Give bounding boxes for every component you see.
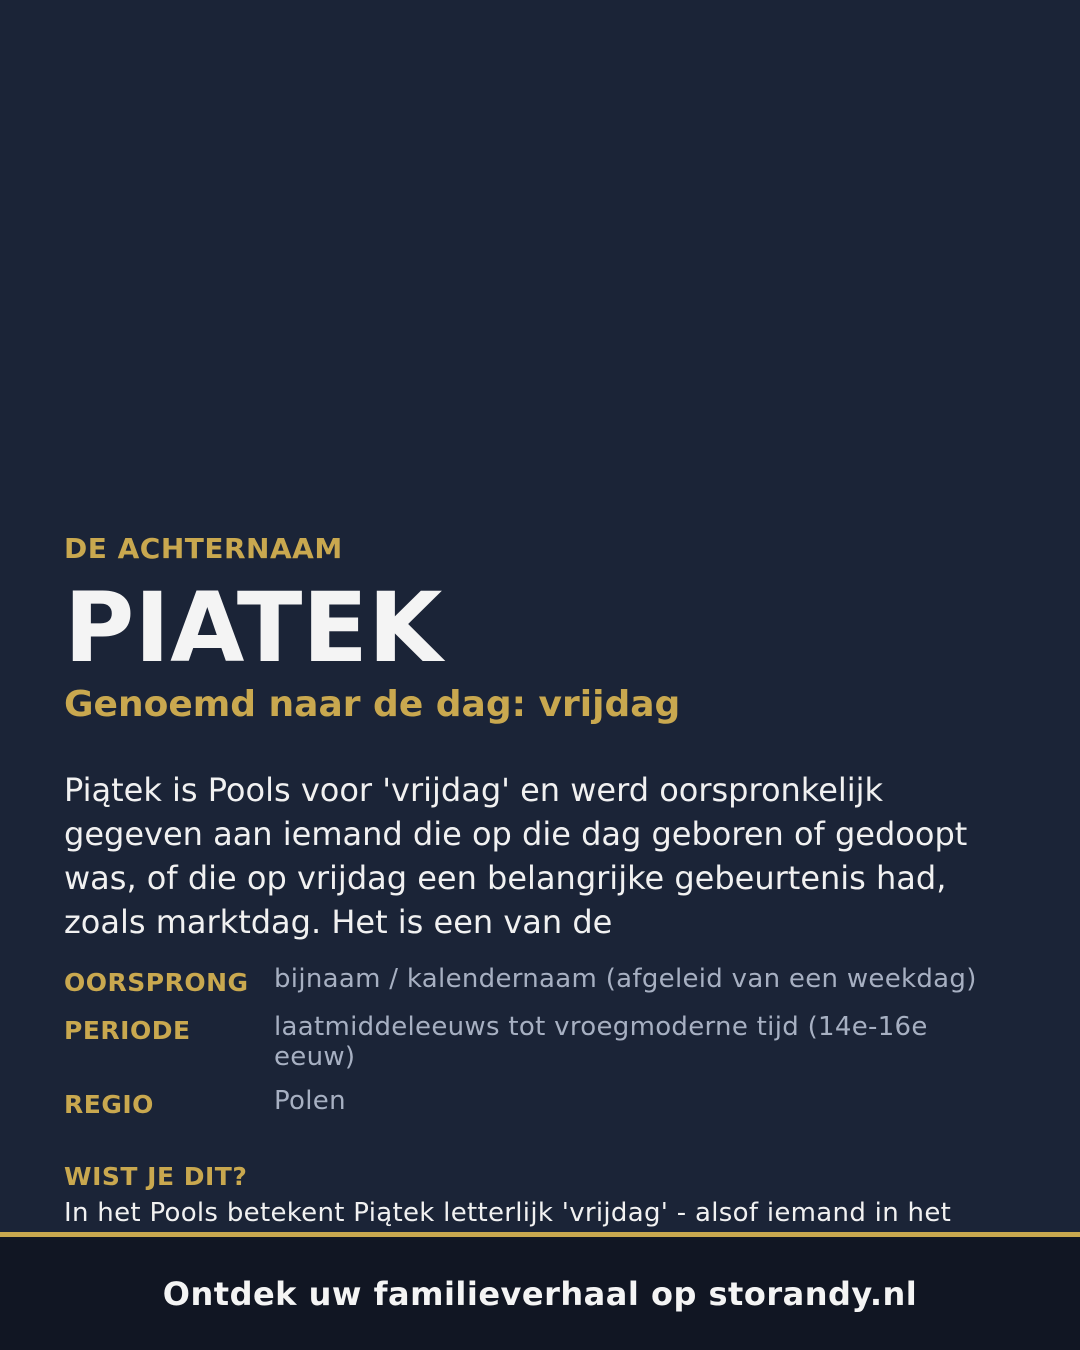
fact-row-region — [64, 1086, 1016, 1120]
fact-row-origin — [64, 964, 1016, 998]
eyebrow-label: DE ACHTERNAAM — [64, 532, 343, 565]
surname-title: PIATEK — [64, 572, 443, 684]
facts-list — [64, 964, 1016, 1134]
footer-banner — [0, 1232, 1080, 1350]
fact-label: PERIODE — [64, 1016, 191, 1045]
did-you-know-text: In het Pools betekent Piątek letterlijk 'vrijdag' - alsof iemand in het — [64, 1198, 952, 1228]
surname-description: Piątek is Pools voor 'vrijdag' en werd oorspronkelijk gegeven aan iemand die op die dag geboren of gedoopt was, of die op vrijdag een belangrijke gebeurtenis had, zoals marktdag. Het is een van de — [64, 771, 968, 941]
did-you-know-title: WIST JE DIT? — [64, 1162, 248, 1191]
fact-value: Polen — [274, 1086, 346, 1116]
fact-label: OORSPRONG — [64, 968, 249, 997]
fact-label: REGIO — [64, 1090, 154, 1119]
footer-cta: Ontdek uw familieverhaal op storandy.nl — [162, 1274, 918, 1313]
surname-subtitle: Genoemd naar de dag: vrijdag — [64, 684, 681, 725]
fact-row-period — [64, 1012, 1016, 1072]
fact-value: laatmiddeleeuws tot vroegmoderne tijd (14e-16e eeuw) — [274, 1012, 928, 1072]
fact-value: bijnaam / kalendernaam (afgeleid van een weekdag) — [274, 964, 977, 994]
